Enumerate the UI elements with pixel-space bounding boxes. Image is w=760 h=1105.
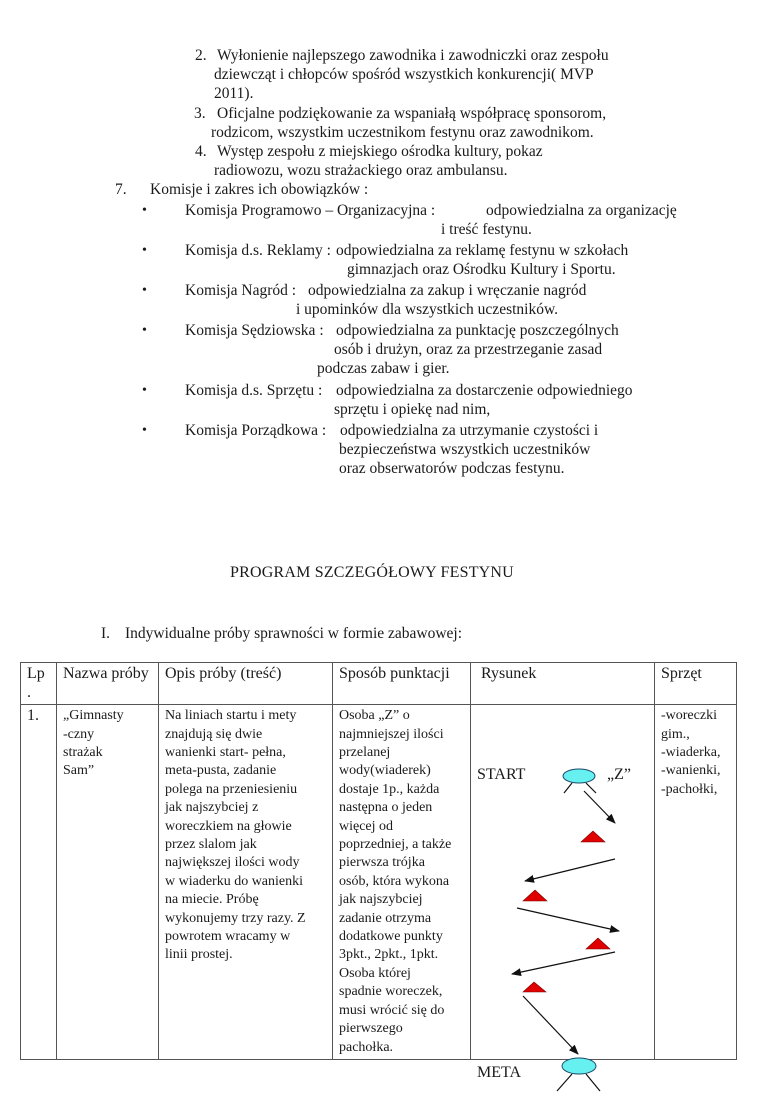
path-arrow bbox=[584, 791, 615, 823]
name-line: strażak bbox=[63, 745, 103, 760]
equipment-line: -woreczki bbox=[661, 708, 717, 724]
description-line: woreczkiem na głowie bbox=[165, 818, 292, 834]
scoring-line: pierwszego bbox=[339, 1021, 403, 1037]
scoring-line: musi wrócić się do bbox=[339, 1002, 445, 1018]
bullet-icon: • bbox=[142, 383, 147, 398]
section-7-number: 7. bbox=[115, 181, 127, 198]
commission-name: Komisja d.s. Reklamy : bbox=[185, 242, 331, 259]
sub-item-4-line-2: radiowozu, wozu strażackiego oraz ambulansu. bbox=[214, 162, 508, 179]
commission-duty-line: odpowiedzialna za organizację bbox=[486, 202, 677, 219]
commission-duty-line: gimnazjach oraz Ośrodku Kultury i Sportu. bbox=[347, 261, 616, 278]
description-line: Na liniach startu i mety bbox=[165, 708, 297, 724]
cell-name bbox=[57, 705, 159, 1060]
description-line: znajdują się dwie bbox=[165, 726, 263, 742]
commission-name: Komisja Sędziowska : bbox=[185, 322, 324, 339]
path-arrow bbox=[517, 908, 619, 931]
description-line: powrotem wracamy w bbox=[165, 929, 291, 945]
description-line: największej ilości wody bbox=[165, 855, 300, 871]
header-scoring: Sposób punktacji bbox=[333, 663, 471, 705]
scoring-line: Osoba której bbox=[339, 965, 411, 981]
path-arrow bbox=[525, 859, 615, 881]
scoring-line: więcej od bbox=[339, 818, 394, 834]
cell-description bbox=[159, 705, 333, 1060]
equipment-line: -pachołki, bbox=[661, 781, 718, 797]
sub-item-2-line-3: 2011). bbox=[214, 85, 254, 102]
section-i-title: Indywidualne próby sprawności w formie zabawowej: bbox=[125, 625, 463, 642]
person-start-icon bbox=[563, 769, 596, 793]
scoring-line: zadanie otrzyma bbox=[339, 910, 432, 926]
equipment-line: -wanienki, bbox=[661, 763, 721, 779]
commission-duty-line: bezpieczeństwa wszystkich uczestników bbox=[339, 441, 591, 458]
cone-icon bbox=[523, 890, 547, 901]
bullet-icon: • bbox=[142, 283, 147, 298]
scoring-line: poprzedniej, a także bbox=[339, 837, 452, 853]
finish-label: META bbox=[477, 1064, 522, 1082]
bullet-icon: • bbox=[142, 203, 147, 218]
description-line: wykonujemy trzy razy. Z bbox=[165, 910, 306, 926]
sub-item-3-line-2: rodzicom, wszystkim uczestnikom festynu oraz zawodnikom. bbox=[211, 124, 594, 141]
header-name: Nazwa próby bbox=[57, 663, 159, 705]
description-line: w wiaderku do wanienki bbox=[165, 873, 304, 889]
header-description: Opis próby (treść) bbox=[159, 663, 333, 705]
cone-icon bbox=[586, 938, 610, 949]
scoring-line: dodatkowe punkty bbox=[339, 929, 443, 945]
scoring-line: następna o jeden bbox=[339, 800, 433, 816]
start-label: START bbox=[477, 766, 526, 784]
cell-drawing bbox=[471, 705, 655, 1082]
header-equipment: Sprzęt bbox=[655, 663, 737, 705]
scoring-line: dostaje 1p., każda bbox=[339, 781, 440, 797]
cone-icon bbox=[581, 831, 605, 842]
sub-item-2-line-1: Wyłonienie najlepszego zawodnika i zawodniczki oraz zespołu bbox=[217, 47, 609, 64]
scoring-line: Osoba „Z” o bbox=[339, 708, 410, 724]
commission-duty-line: odpowiedzialna za zakup i wręczanie nagród bbox=[308, 282, 587, 299]
person-label: „Z” bbox=[607, 766, 631, 784]
commission-duty-line: sprzętu i opiekę nad nim, bbox=[334, 401, 491, 418]
table-row bbox=[21, 705, 737, 1060]
sub-item-3-num: 3. bbox=[194, 105, 206, 122]
sub-item-4-num: 4. bbox=[195, 143, 207, 160]
program-table bbox=[20, 662, 737, 1082]
name-line: Sam” bbox=[63, 763, 95, 779]
cell-equipment bbox=[655, 705, 737, 1060]
commission-name: Komisja Nagród : bbox=[185, 282, 297, 299]
commission-name: Komisja Porządkowa : bbox=[185, 422, 327, 439]
bullet-icon: • bbox=[142, 423, 147, 438]
commission-duty-line: odpowiedzialna za reklamę festynu w szkołach bbox=[336, 242, 629, 259]
scoring-line: przelanej bbox=[339, 745, 391, 760]
commission-duty-line: podczas zabaw i gier. bbox=[317, 360, 450, 377]
description-line: polega na przeniesieniu bbox=[165, 781, 298, 797]
scoring-line: 3pkt., 2pkt., 1pkt. bbox=[339, 947, 439, 963]
description-line: przez slalom jak bbox=[165, 837, 257, 853]
equipment-line: gim., bbox=[661, 726, 690, 742]
slalom-drawing bbox=[471, 705, 655, 1105]
scoring-line: pachołka. bbox=[339, 1039, 394, 1055]
bullet-icon: • bbox=[142, 323, 147, 338]
commission-duty-line: odpowiedzialna za dostarczenie odpowiedniego bbox=[336, 382, 633, 399]
header-lp: Lp . bbox=[21, 663, 57, 705]
header-drawing: Rysunek bbox=[471, 663, 655, 705]
description-line: na miecie. Próbę bbox=[165, 892, 259, 908]
bullet-icon: • bbox=[142, 243, 147, 258]
commission-duty-line: odpowiedzialna za punktację poszczególnych bbox=[336, 322, 619, 339]
scoring-line: wody(wiaderek) bbox=[339, 763, 431, 779]
description-line: jak najszybciej z bbox=[165, 800, 259, 816]
scoring-line: osób, która wykona bbox=[339, 873, 450, 889]
table-header-row bbox=[21, 663, 737, 705]
name-line: „Gimnasty bbox=[63, 708, 124, 724]
program-title: PROGRAM SZCZEGÓŁOWY FESTYNU bbox=[230, 564, 514, 581]
path-arrow bbox=[523, 996, 578, 1054]
sub-item-2-num: 2. bbox=[195, 47, 207, 64]
scoring-line: jak najszybciej bbox=[339, 892, 423, 908]
description-line: wanienki start- pełna, bbox=[165, 745, 286, 760]
scoring-line: najmniejszej ilości bbox=[339, 726, 444, 742]
section-i-number: I. bbox=[101, 625, 111, 642]
commission-duty-line: i upominków dla wszystkich uczestników. bbox=[296, 301, 559, 318]
section-7-title: Komisje i zakres ich obowiązków : bbox=[150, 181, 369, 198]
path-arrow bbox=[512, 952, 615, 974]
description-line: linii prostej. bbox=[165, 947, 233, 963]
name-line: -czny bbox=[63, 726, 95, 742]
equipment-line: -wiaderka, bbox=[661, 745, 721, 760]
commission-duty-line: oraz obserwatorów podczas festynu. bbox=[339, 460, 565, 477]
commission-duty-line: odpowiedzialna za utrzymanie czystości i bbox=[340, 422, 599, 439]
sub-item-3-line-1: Oficjalne podziękowanie za wspaniałą współpracę sponsorom, bbox=[217, 105, 607, 122]
cell-lp: 1. bbox=[21, 705, 57, 1060]
description-line: meta-pusta, zadanie bbox=[165, 763, 277, 779]
sub-item-2-line-2: dziewcząt i chłopców spośród wszystkich konkurencji( MVP bbox=[214, 66, 594, 83]
sub-item-4-line-1: Występ zespołu z miejskiego ośrodka kultury, pokaz bbox=[217, 143, 543, 160]
cell-scoring bbox=[333, 705, 471, 1060]
commission-name: Komisja Programowo – Organizacyjna : bbox=[185, 202, 436, 219]
commission-name: Komisja d.s. Sprzętu : bbox=[185, 382, 323, 399]
scoring-line: pierwsza trójka bbox=[339, 855, 425, 871]
cone-icon bbox=[523, 982, 546, 992]
commission-duty-line: i treść festynu. bbox=[441, 221, 532, 238]
commission-duty-line: osób i drużyn, oraz za przestrzeganie zasad bbox=[334, 341, 603, 358]
scoring-line: spadnie woreczek, bbox=[339, 984, 443, 1000]
